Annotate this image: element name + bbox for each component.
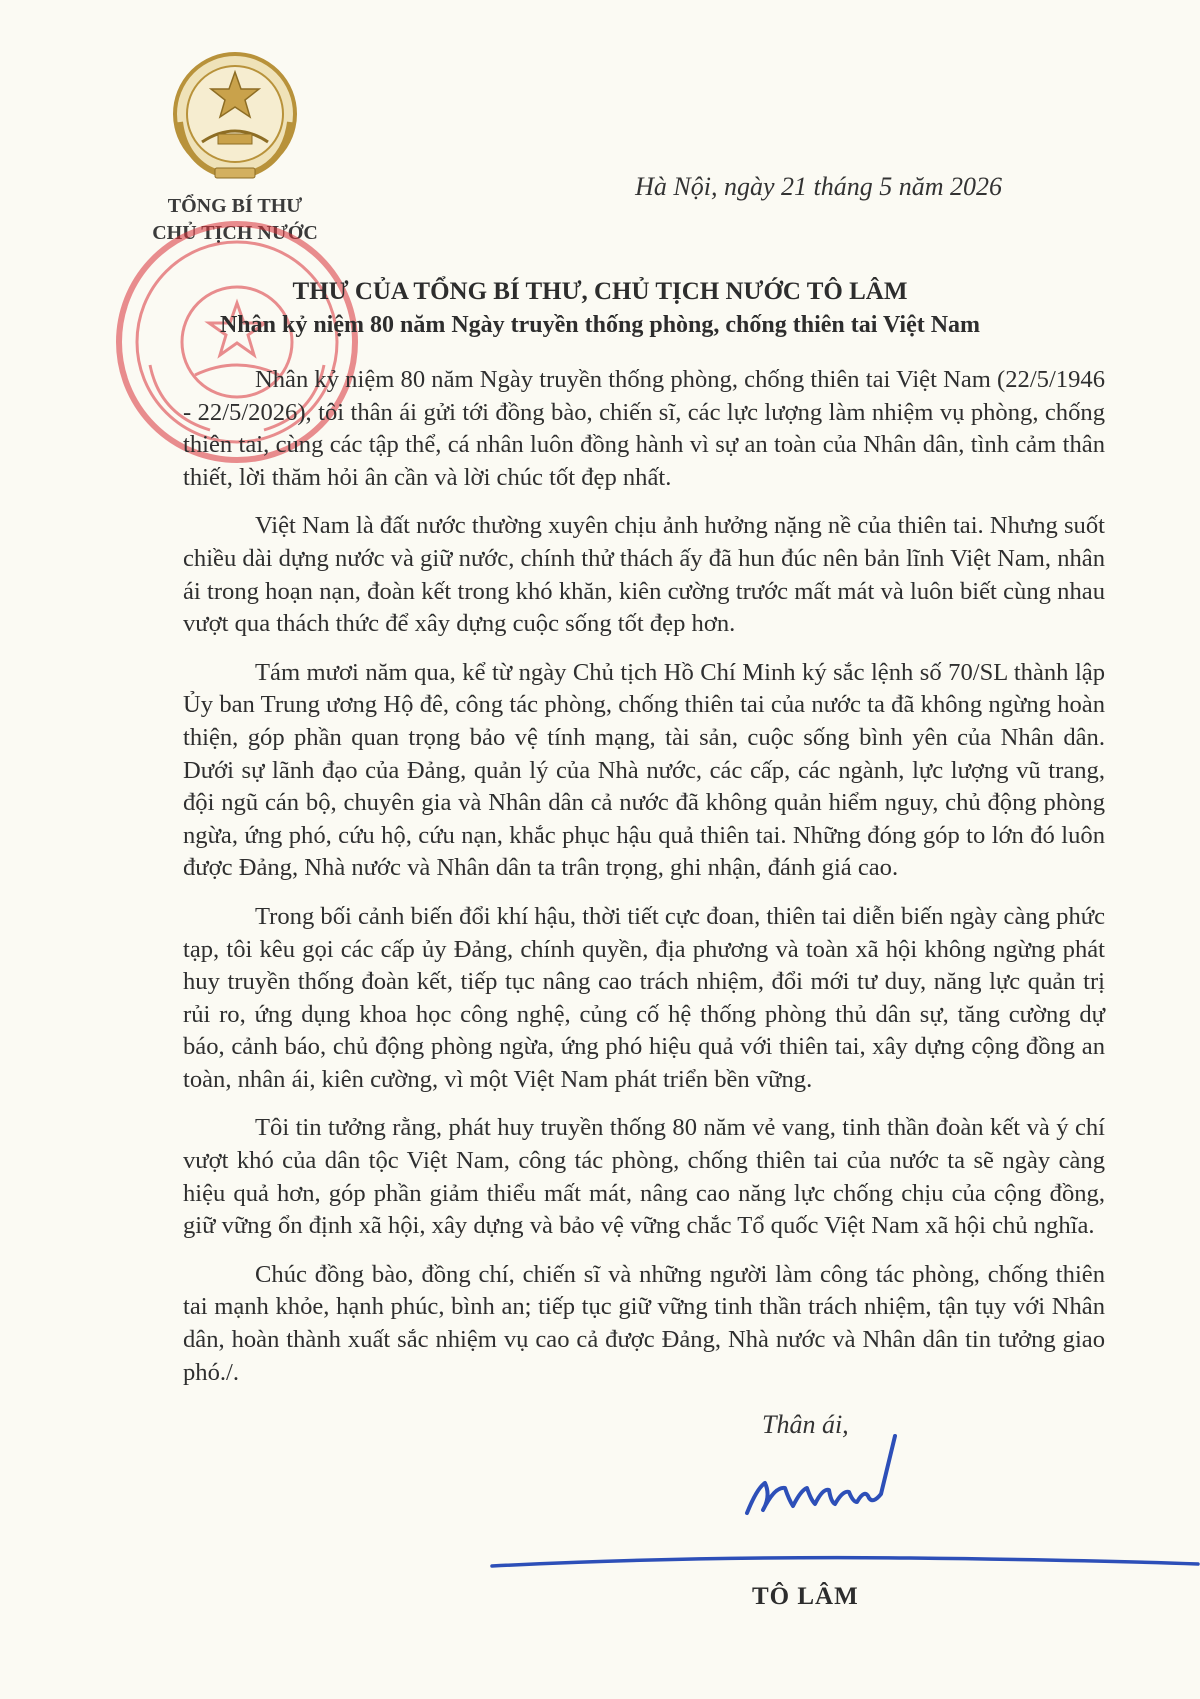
letter-date: Hà Nội, ngày 21 tháng 5 năm 2026 — [635, 172, 1002, 201]
paragraph: Trong bối cảnh biến đổi khí hậu, thời tiết cực đoan, thiên tai diễn biến ngày càng phức tạp, tôi kêu gọi các cấp ủy Đảng, chính quyền, địa phương và toàn xã hội không ngừng phát huy truyền thống đoàn kết, tiếp tục nâng cao trách nhiệm, đổi mới tư duy, năng lực quản trị rủi ro, ứng dụng khoa học công nghệ, củng cố hệ thống phòng thủ dân sự, tăng cường dự báo, cảnh báo, chủ động phòng ngừa, ứng phó hiệu quả với thiên tai, xây dựng cộng đồng an toàn, nhân ái, kiên cường, vì một Việt Nam phát triển bền vững. — [183, 902, 1105, 1093]
letter-body — [183, 364, 1105, 1405]
letter-subtitle: Nhân kỷ niệm 80 năm Ngày truyền thống phòng, chống thiên tai Việt Nam — [219, 312, 981, 338]
paragraph: Việt Nam là đất nước thường xuyên chịu ảnh hưởng nặng nề của thiên tai. Nhưng suốt chiều dài dựng nước và giữ nước, chính thử thách ấy đã hun đúc nên bản lĩnh Việt Nam, nhân ái trong hoạn nạn, đoàn kết trong khó khăn, kiên cường trước mất mát và luôn biết cùng nhau vượt qua thách thức để xây dựng cuộc sống tốt đẹp hơn. — [183, 512, 1105, 638]
national-emblem-icon — [160, 42, 310, 192]
signer-name: TÔ LÂM — [752, 1583, 859, 1610]
issuer-line-1: TỔNG BÍ THƯ — [167, 195, 303, 217]
paragraph: Tôi tin tưởng rằng, phát huy truyền thống 80 năm vẻ vang, tinh thần đoàn kết và ý chí vượt khó của dân tộc Việt Nam, công tác phòng, chống thiên tai của nước ta sẽ ngày càng hiệu quả hơn, góp phần giảm thiểu mất mát, nâng cao năng lực chống chịu của cộng đồng, giữ vững ổn định xã hội, xây dựng và bảo vệ vững chắc Tổ quốc Việt Nam xã hội chủ nghĩa. — [183, 1114, 1105, 1240]
paragraph: Chúc đồng bào, đồng chí, chiến sĩ và những người làm công tác phòng, chống thiên tai mạnh khỏe, hạnh phúc, bình an; tiếp tục giữ vững tinh thần trách nhiệm, tận tụy với Nhân dân, hoàn thành xuất sắc nhiệm vụ cao cả được Đảng, Nhà nước và Nhân dân tin tưởng giao phó./. — [183, 1260, 1105, 1386]
letter-title: THƯ CỦA TỔNG BÍ THƯ, CHỦ TỊCH NƯỚC TÔ LÂM — [292, 278, 908, 305]
signature-icon — [735, 1428, 915, 1528]
issuer-line-2: CHỦ TỊCH NƯỚC — [152, 222, 318, 244]
paragraph: Nhân kỷ niệm 80 năm Ngày truyền thống phòng, chống thiên tai Việt Nam (22/5/1946 - 22/5/2026), tôi thân ái gửi tới đồng bào, chiến sĩ, các lực lượng làm nhiệm vụ phòng, chống thiên tai, cùng các tập thể, cá nhân luôn đồng hành vì sự an toàn của Nhân dân, tình cảm thân thiết, lời thăm hỏi ân cần và lời chúc tốt đẹp nhất. — [183, 366, 1105, 491]
closing-salutation: Thân ái, — [762, 1410, 849, 1439]
signature-underline — [490, 1552, 1200, 1572]
paragraph: Tám mươi năm qua, kể từ ngày Chủ tịch Hồ Chí Minh ký sắc lệnh số 70/SL thành lập Ủy ban Trung ương Hộ đê, công tác phòng, chống thiên tai của nước ta đã không ngừng hoàn thiện, góp phần quan trọng bảo vệ tính mạng, tài sản, cuộc sống bình yên của Nhân dân. Dưới sự lãnh đạo của Đảng, quản lý của Nhà nước, các cấp, các ngành, lực lượng vũ trang, đội ngũ cán bộ, chuyên gia và Nhân dân cả nước đã không quản hiểm nguy, chủ động phòng ngừa, ứng phó, cứu hộ, cứu nạn, khắc phục hậu quả thiên tai. Những đóng góp to lớn đó luôn được Đảng, Nhà nước và Nhân dân ta trân trọng, ghi nhận, đánh giá cao. — [183, 658, 1105, 882]
